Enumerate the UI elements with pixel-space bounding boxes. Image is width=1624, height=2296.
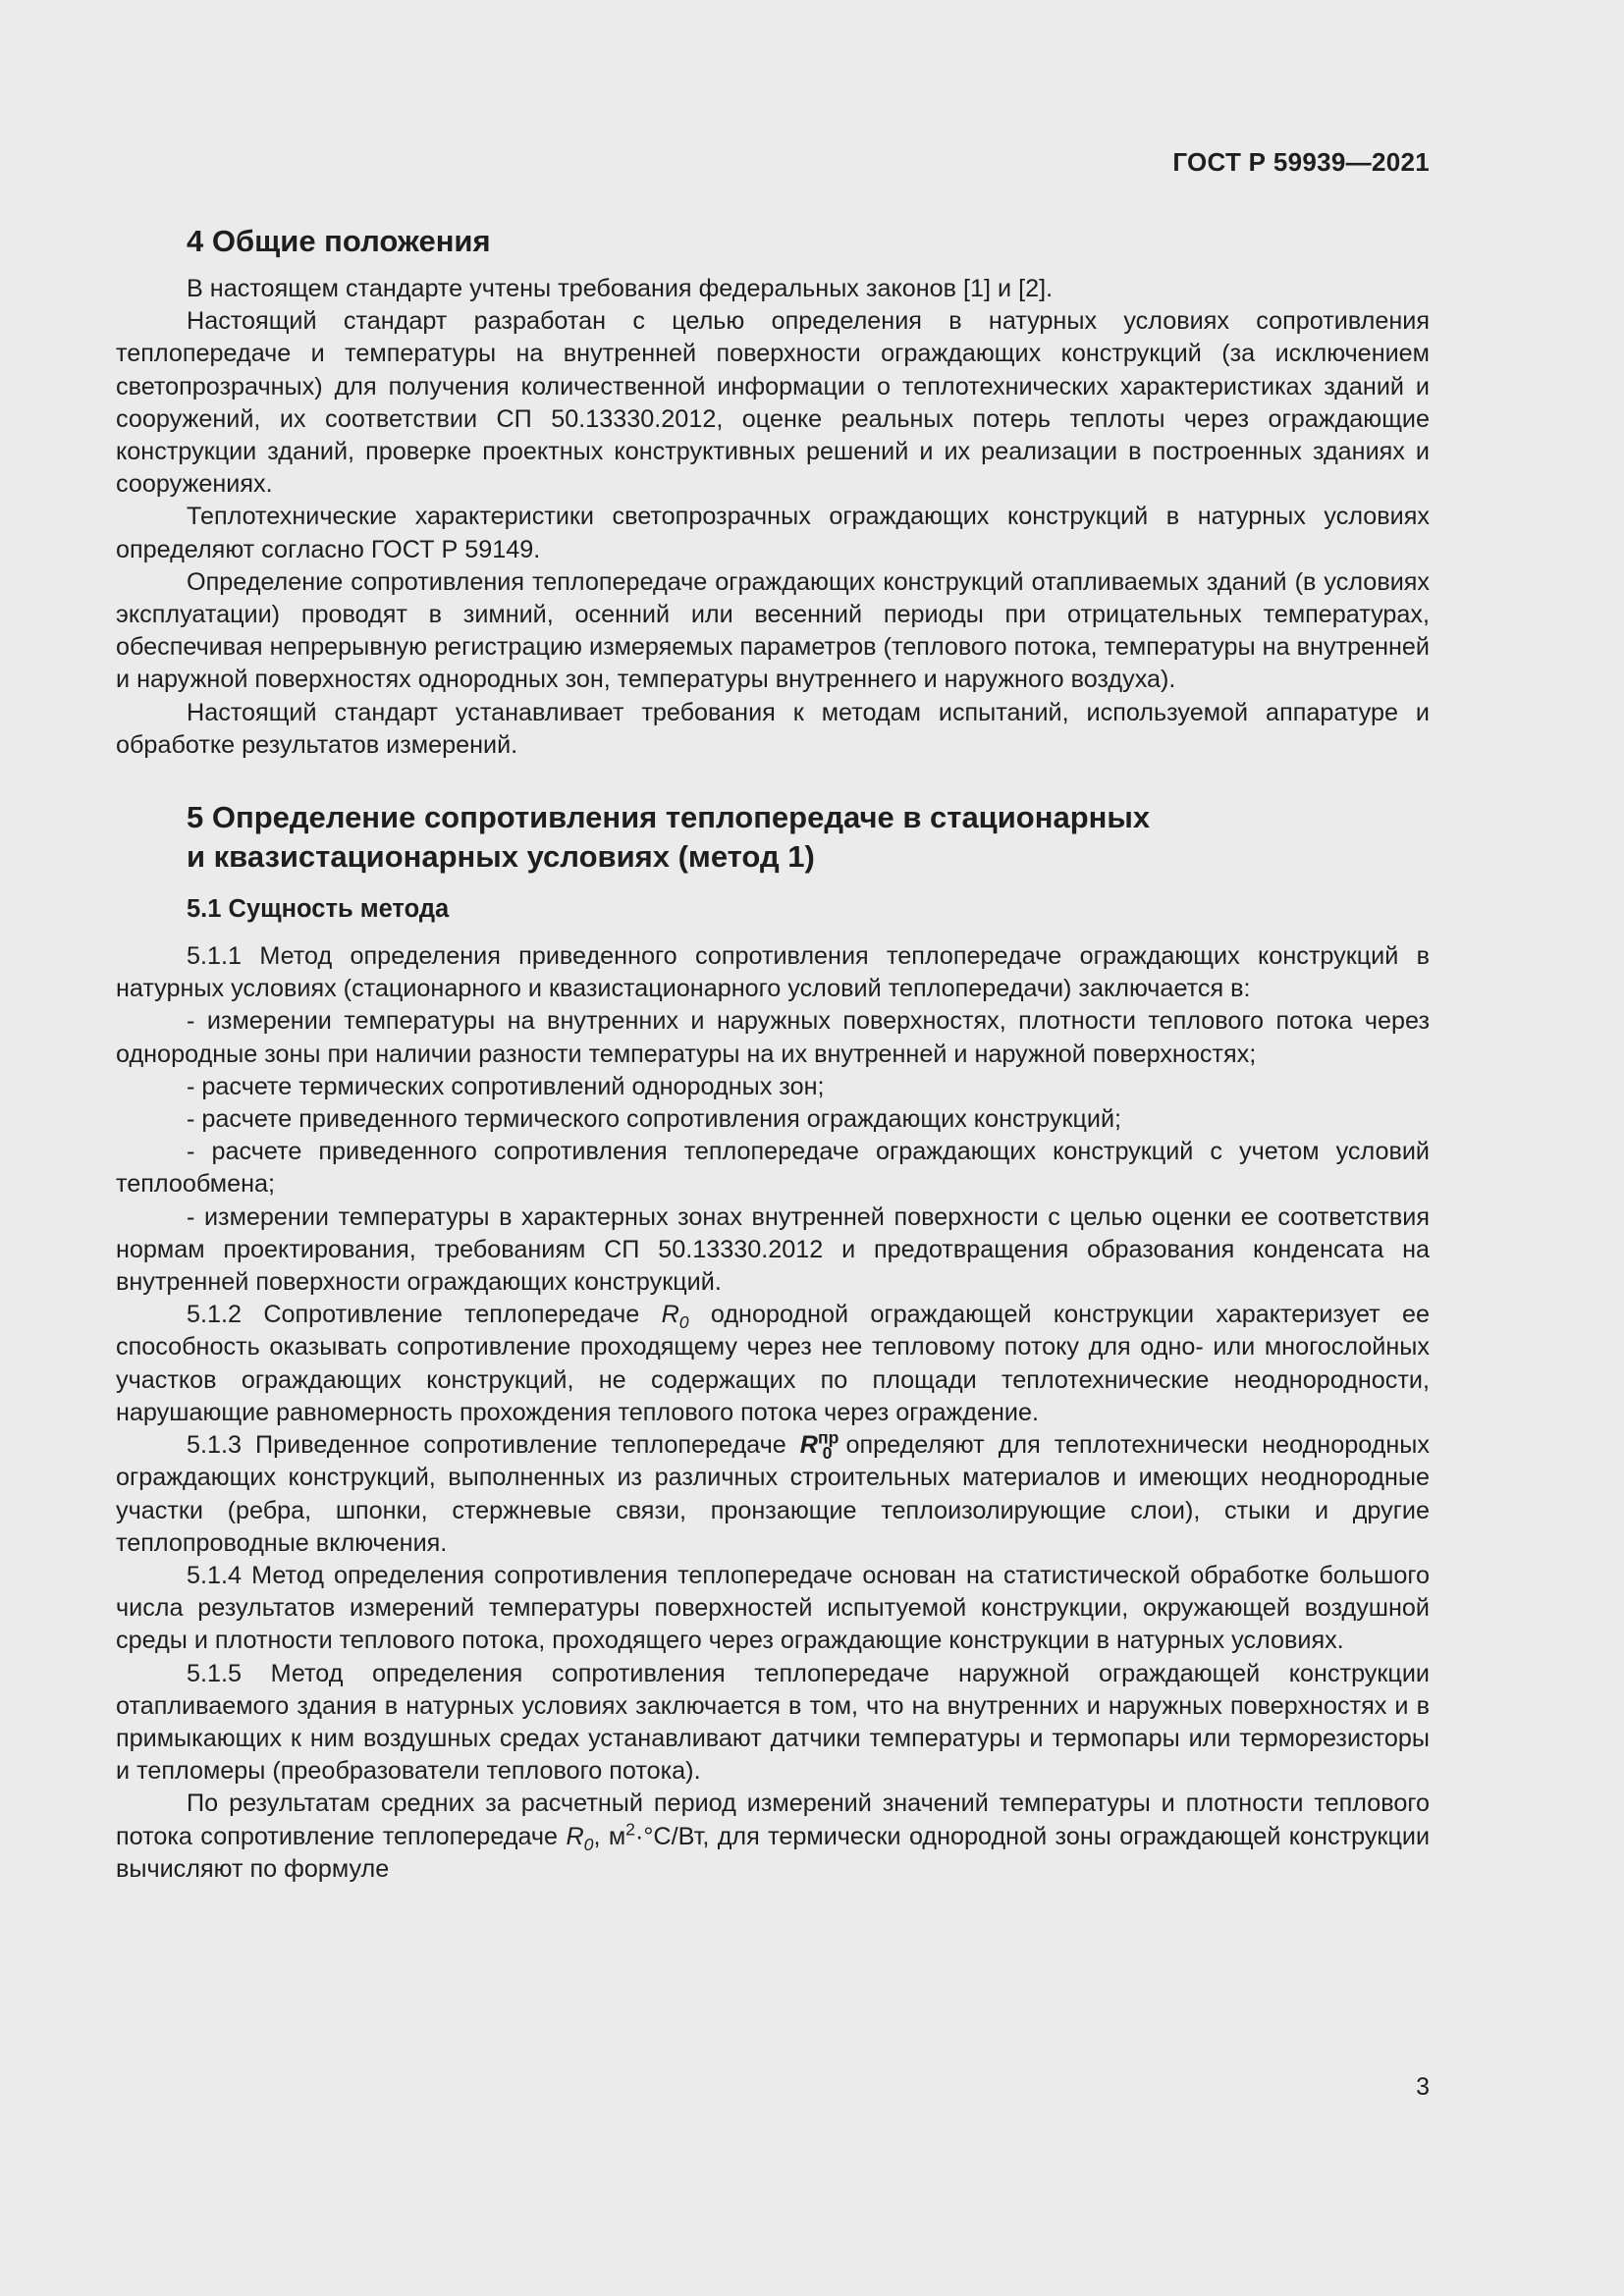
subsection-5-1-heading: 5.1 Сущность метода [187,895,450,924]
page-number: 3 [1416,2073,1430,2101]
section-4-paragraph: Настоящий стандарт устанавливает требования к методам испытаний, используемой аппаратуре и обработке результатов измерений. [116,698,1430,759]
section-4-paragraph: Теплотехнические характеристики светопрозрачных ограждающих конструкций в натурных условиях определяют согласно ГОСТ Р 59149. [116,503,1430,563]
document-code: ГОСТ Р 59939—2021 [1172,147,1430,177]
symbol-letter: R [661,1301,679,1329]
section-5-heading [116,798,1430,877]
resistance-symbol [661,1301,689,1333]
clause-5-1-1: 5.1.1 Метод определения приведенного сопротивления теплопередаче ограждающих конструкций в натурных условиях (стационарного и квазистационарного условий теплопередачи) заключается в: [116,942,1430,1003]
section-5-heading-line-1: 5 Определение сопротивления теплопередаче в стационарных [187,800,1151,835]
page-content [116,222,1430,1886]
section-4-heading: 4 Общие положения [187,224,491,258]
clause-5-1-3 [116,1429,1430,1560]
clause-text: 5.1.2 Сопротивление теплопередаче [187,1301,662,1329]
resistance-symbol [566,1822,594,1854]
clause-text: определяют для теплотехнически неоднородных ограждающих конструкций, выполненных из различных строительных материалов и имеющих неоднородные участки (ребра, шпонки, стержневые связи, пронзающие теплоизолирующие слои), стыки и другие теплопроводные включения. [116,1431,1430,1557]
symbol-letter: R [566,1822,584,1850]
unit-text: , м [593,1822,626,1850]
clause-text: 5.1.3 Приведенное сопротивление теплопередаче [187,1431,800,1460]
list-item: - измерении температуры на внутренних и наружных поверхностях, плотности теплового потока через однородные зоны при наличии разности температуры на их внутренней и наружной поверхностях; [116,1007,1430,1068]
list-item: - расчете термических сопротивлений однородных зон; [187,1072,825,1100]
list-item: - расчете приведенного сопротивления теплопередаче ограждающих конструкций с учетом условий теплообмена; [116,1138,1430,1199]
unit-exponent: 2 [625,1818,635,1839]
clause-5-1-2 [116,1299,1430,1429]
section-4-paragraph: В настоящем стандарте учтены требования федеральных законов [1] и [2]. [187,275,1054,302]
symbol-subscript: 0 [583,1834,594,1854]
symbol-letter: R [799,1431,818,1460]
reduced-resistance-symbol [799,1427,839,1464]
list-item: - расчете приведенного термического сопротивления ограждающих конструкций; [187,1105,1122,1134]
clause-text: однородной ограждающей конструкции характеризует ее способность оказывать сопротивление проходящему через нее тепловому потоку для одно- или многослойных участков ограждающих конструкций, не содержащих по площади теплотехнические неоднородности, нарушающие равномерность прохождения теплового потока через ограждение. [116,1301,1430,1426]
list-item: - измерении температуры в характерных зонах внутренней поверхности с целью оценки ее соответствия нормам проектирования, требованиям СП 50.13330.2012 и предотвращения образования конденсата на внутренней поверхности ограждающих конструкций. [116,1202,1430,1297]
clause-text: По результатам средних за расчетный период измерений значений температуры и плотности теплового потока сопротивление теплопередаче [116,1789,1430,1850]
formula-intro-paragraph [116,1788,1430,1886]
clause-5-1-4: 5.1.4 Метод определения сопротивления теплопередаче основан на статистической обработке большого числа результатов измерений температуры поверхностей испытуемой конструкции, окружающей воздушной среды и плотности теплового потока, проходящего через ограждающие конструкции в натурных условиях. [116,1561,1430,1655]
symbol-subscript: 0 [678,1312,689,1333]
unit-text: ·°С/Вт [634,1822,703,1850]
section-5-heading-line-2: и квазистационарных условиях (метод 1) [187,839,815,875]
clause-text: , для термически однородной зоны ограждающей конструкции вычисляют по формуле [116,1822,1431,1883]
symbol-subscript: 0 [822,1443,833,1464]
section-4-paragraph: Настоящий стандарт разработан с целью определения в натурных условиях сопротивления теплопередаче и температуры на внутренней поверхности ограждающих конструкций (за исключением светопрозрачных) для получения количественной информации о теплотехнических характеристиках зданий и сооружений, их соответствии СП 50.13330.2012, оценке реальных потерь теплоты через ограждающие конструкции зданий, проверке проектных конструктивных решений и их реализации в построенных зданиях и сооружениях. [116,307,1430,499]
clause-5-1-5: 5.1.5 Метод определения сопротивления теплопередаче наружной ограждающей конструкции отапливаемого здания в натурных условиях заключается в том, что на внутренних и наружных поверхностях и в примыкающих к ним воздушных средах устанавливают датчики температуры и термопары или терморезисторы и тепломеры (преобразователи теплового потока). [116,1659,1430,1786]
section-4-paragraph: Определение сопротивления теплопередаче ограждающих конструкций отапливаемых зданий (в условиях эксплуатации) проводят в зимний, осенний или весенний периоды при отрицательных температурах, обеспечивая непрерывную регистрацию измеряемых параметров (теплового потока, температуры на внутренней и наружной поверхностях однородных зон, температуры внутреннего и наружного воздуха). [116,567,1430,694]
symbol-superscript: пр [817,1427,839,1448]
